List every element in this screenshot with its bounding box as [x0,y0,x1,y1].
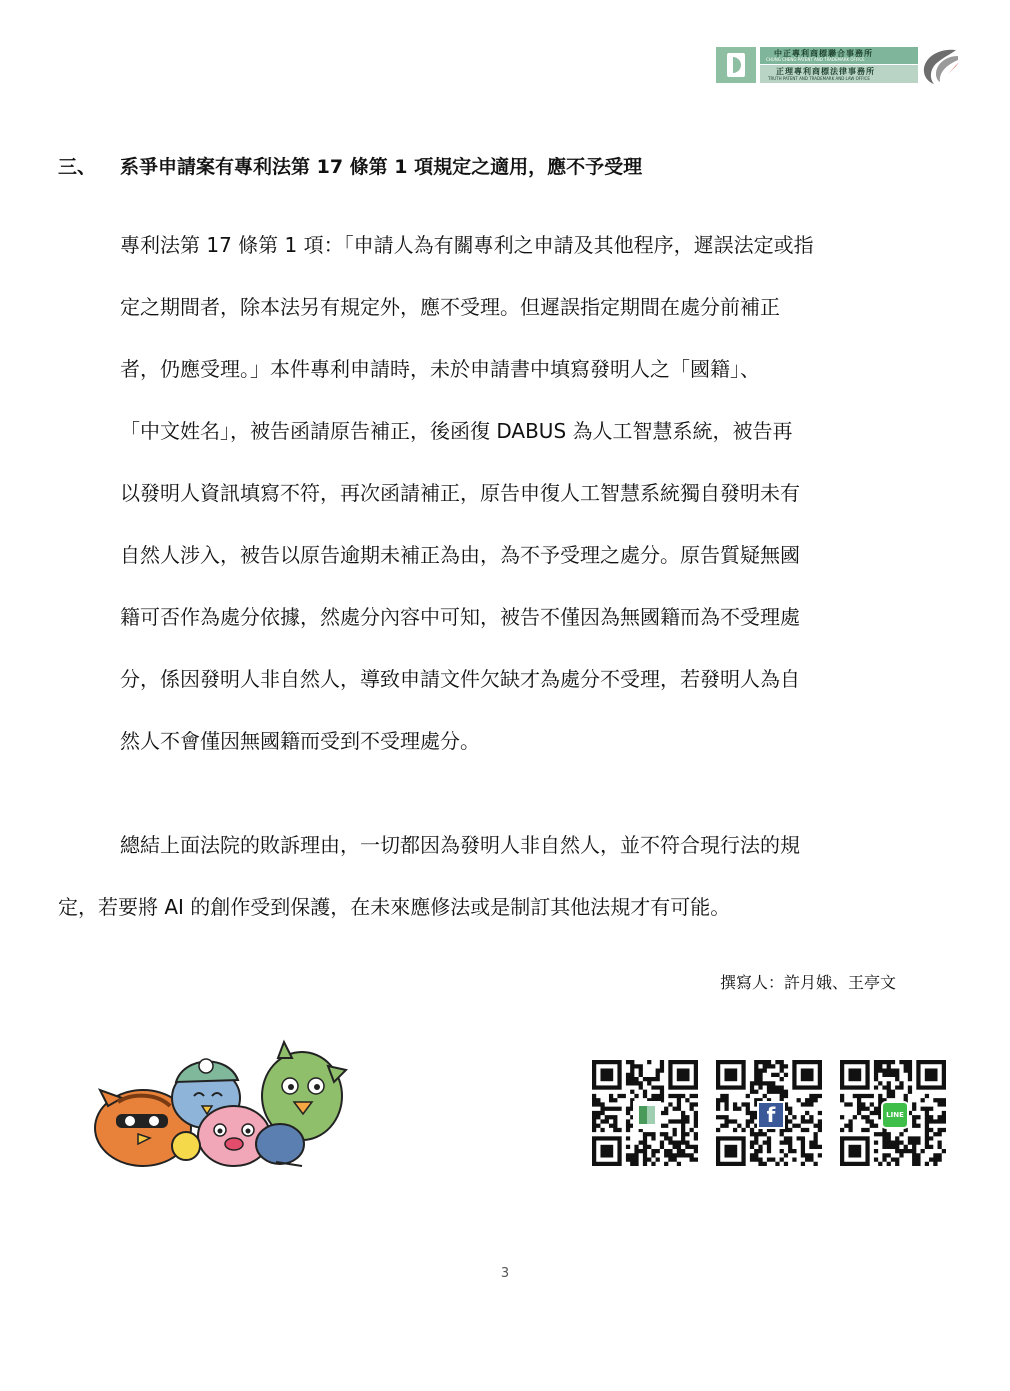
conclusion-line: 定，若要將 AI 的創作受到保護，在未來應修法或是制訂其他法規才有可能。 [58,895,731,919]
paragraph-line: 分，係因發明人非自然人，導致申請文件欠缺才為處分不受理，若發明人為自 [120,667,800,691]
section-number: 三、 [58,156,97,178]
paragraph-line: 籍可否作為處分依據，然處分內容中可知，被告不僅因為無國籍而為不受理處 [120,605,800,629]
paragraph-line: 自然人涉入，被告以原告逾期未補正為由，為不予受理之處分。原告質疑無國 [120,543,800,567]
logo-mark-icon [716,47,756,83]
author-credit: 撰寫人：許月娥、王亭文 [720,973,897,992]
qr-code-line[interactable] [840,1060,946,1166]
logo-line2: 正理專利商標法律事務所 [776,67,875,76]
logo-line1: 中正專利商標聯合事務所 [774,49,873,58]
logo-line1-en: CHUNG CHENG PATENT AND TRADEMARK OFFICE [766,57,865,62]
paragraph-line: 專利法第 17 條第 1 項：「申請人為有關專利之申請及其他程序，遲誤法定或指 [120,233,814,257]
company-logo [716,44,960,86]
swoosh-icon [920,44,960,86]
section-title: 系爭申請案有專利法第 17 條第 1 項規定之適用，應不予受理 [120,156,643,178]
facebook-icon: f [757,1101,785,1129]
paragraph-line: 然人不會僅因無國籍而受到不受理處分。 [120,729,480,753]
page-number: 3 [500,1266,510,1281]
paragraph-line: 定之期間者，除本法另有規定外，應不受理。但遲誤指定期間在處分前補正 [120,295,780,319]
logo-line2-en: TRUTH PATENT AND TRADEMARK AND LAW OFFICE [768,76,870,81]
company-logo-icon [633,1101,661,1129]
conclusion-line: 總結上面法院的敗訴理由，一切都因為發明人非自然人，並不符合現行法的規 [120,833,800,857]
paragraph-line: 者，仍應受理。」本件專利申請時，未於申請書中填寫發明人之「國籍」、 [120,357,760,381]
qr-code-facebook[interactable] [716,1060,822,1166]
paragraph-line: 「中文姓名」，被告函請原告補正，後函復 DABUS 為人工智慧系統，被告再 [120,419,793,443]
line-icon: LINE [881,1101,909,1129]
mascot-illustration [88,1036,360,1172]
section-heading [58,152,642,179]
paragraph-line: 以發明人資訊填寫不符，再次函請補正，原告申復人工智慧系統獨自發明未有 [120,481,800,505]
qr-code-website[interactable] [592,1060,698,1166]
